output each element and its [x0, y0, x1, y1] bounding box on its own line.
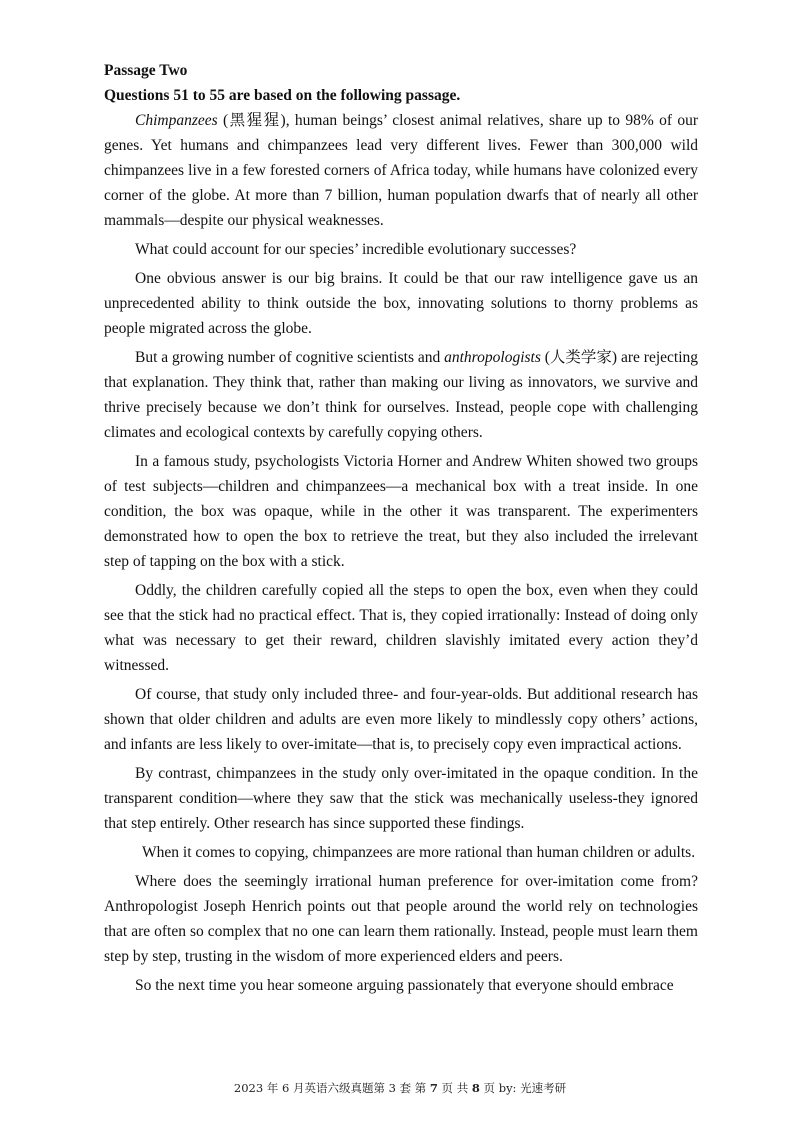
- footer-total-pages: 8: [471, 1081, 480, 1095]
- paragraph-4-text: are rejecting that explanation. They think that, rather than making our living as innovators, we survive and thrive precisely because we don’t think for ourselves. Instead, people cope with challenging climates and ecological contexts by carefully copying others.: [104, 349, 699, 441]
- gloss-chimpanzees: (黑猩猩): [217, 112, 286, 129]
- footer-prefix: 2023 年 6 月英语六级真题第 3 套 第: [233, 1081, 430, 1095]
- paragraph-1: [104, 108, 698, 233]
- passage-content: [104, 58, 698, 1002]
- paragraph-6: Oddly, the children carefully copied all the steps to open the box, even when they could see that the stick had no practical effect. That is, they copied irrationally: Instead of doing only what was necessary to get their reward, children slavishly imitated every action they’d witnessed.: [104, 582, 698, 674]
- paragraph-2: What could account for our species’ incredible evolutionary successes?: [135, 241, 577, 258]
- paragraph-5: In a famous study, psychologists Victoria Horner and Andrew Whiten showed two groups of test subjects—children and chimpanzees—a mechanical box with a treat inside. In one condition, the box was opaque, while in the other it was transparent. The experimenters demonstrated how to open the box to retrieve the treat, but they also included the irrelevant step of tapping on the box with a stick.: [104, 453, 698, 570]
- footer-page-number: 7: [429, 1081, 438, 1095]
- paragraph-10: Where does the seemingly irrational human preference for over-imitation come from? Anthropologist Joseph Henrich points out that people around the world rely on technologies that are often so complex that no one can learn them rationally. Instead, people must learn them step by step, trusting in the wisdom of more experienced elders and peers.: [104, 873, 698, 965]
- paragraph-7: Of course, that study only included three- and four-year-olds. But additional research has shown that older children and adults are even more likely to mindlessly copy others’ actions, and infants are less likely to over-imitate—that is, to precisely copy even impractical actions.: [104, 686, 698, 753]
- term-anthropologists: anthropologists: [444, 349, 541, 366]
- term-chimpanzees: Chimpanzees: [135, 112, 218, 129]
- passage-title: Passage Two: [104, 62, 188, 79]
- paragraph-4: [104, 345, 698, 445]
- footer-middle: 页 共: [437, 1081, 472, 1095]
- paragraph-11: So the next time you hear someone arguing passionately that everyone should embrace: [135, 977, 674, 994]
- gloss-anthropologists: (人类学家): [540, 349, 618, 366]
- paragraph-3: One obvious answer is our big brains. It could be that our raw intelligence gave us an unprecedented ability to think outside the box, innovating solutions to thorny problems as people migrated across the globe.: [104, 270, 698, 337]
- footer-suffix: 页 by: 光速考研: [479, 1081, 567, 1095]
- paragraph-9: When it comes to copying, chimpanzees are more rational than human children or adults.: [142, 844, 696, 861]
- paragraph-4-lead: But a growing number of cognitive scientists and: [135, 349, 445, 366]
- paragraph-8: By contrast, chimpanzees in the study only over-imitated in the opaque condition. In the transparent condition—where they saw that the stick was mechanically useless-they ignored that step entirely. Other research has since supported these findings.: [104, 765, 698, 832]
- questions-line: Questions 51 to 55 are based on the following passage.: [104, 87, 461, 104]
- paragraph-1-text: , human beings’ closest animal relatives, share up to 98% of our genes. Yet humans and chimpanzees lead very different lives. Fewer than 300,000 wild chimpanzees live in a few forested corners of Africa today, while humans have colonized every corner of the globe. At more than 7 billion, human population dwarfs that of nearly all other mammals—despite our physical weaknesses.: [104, 112, 699, 229]
- page-footer: [0, 1080, 800, 1096]
